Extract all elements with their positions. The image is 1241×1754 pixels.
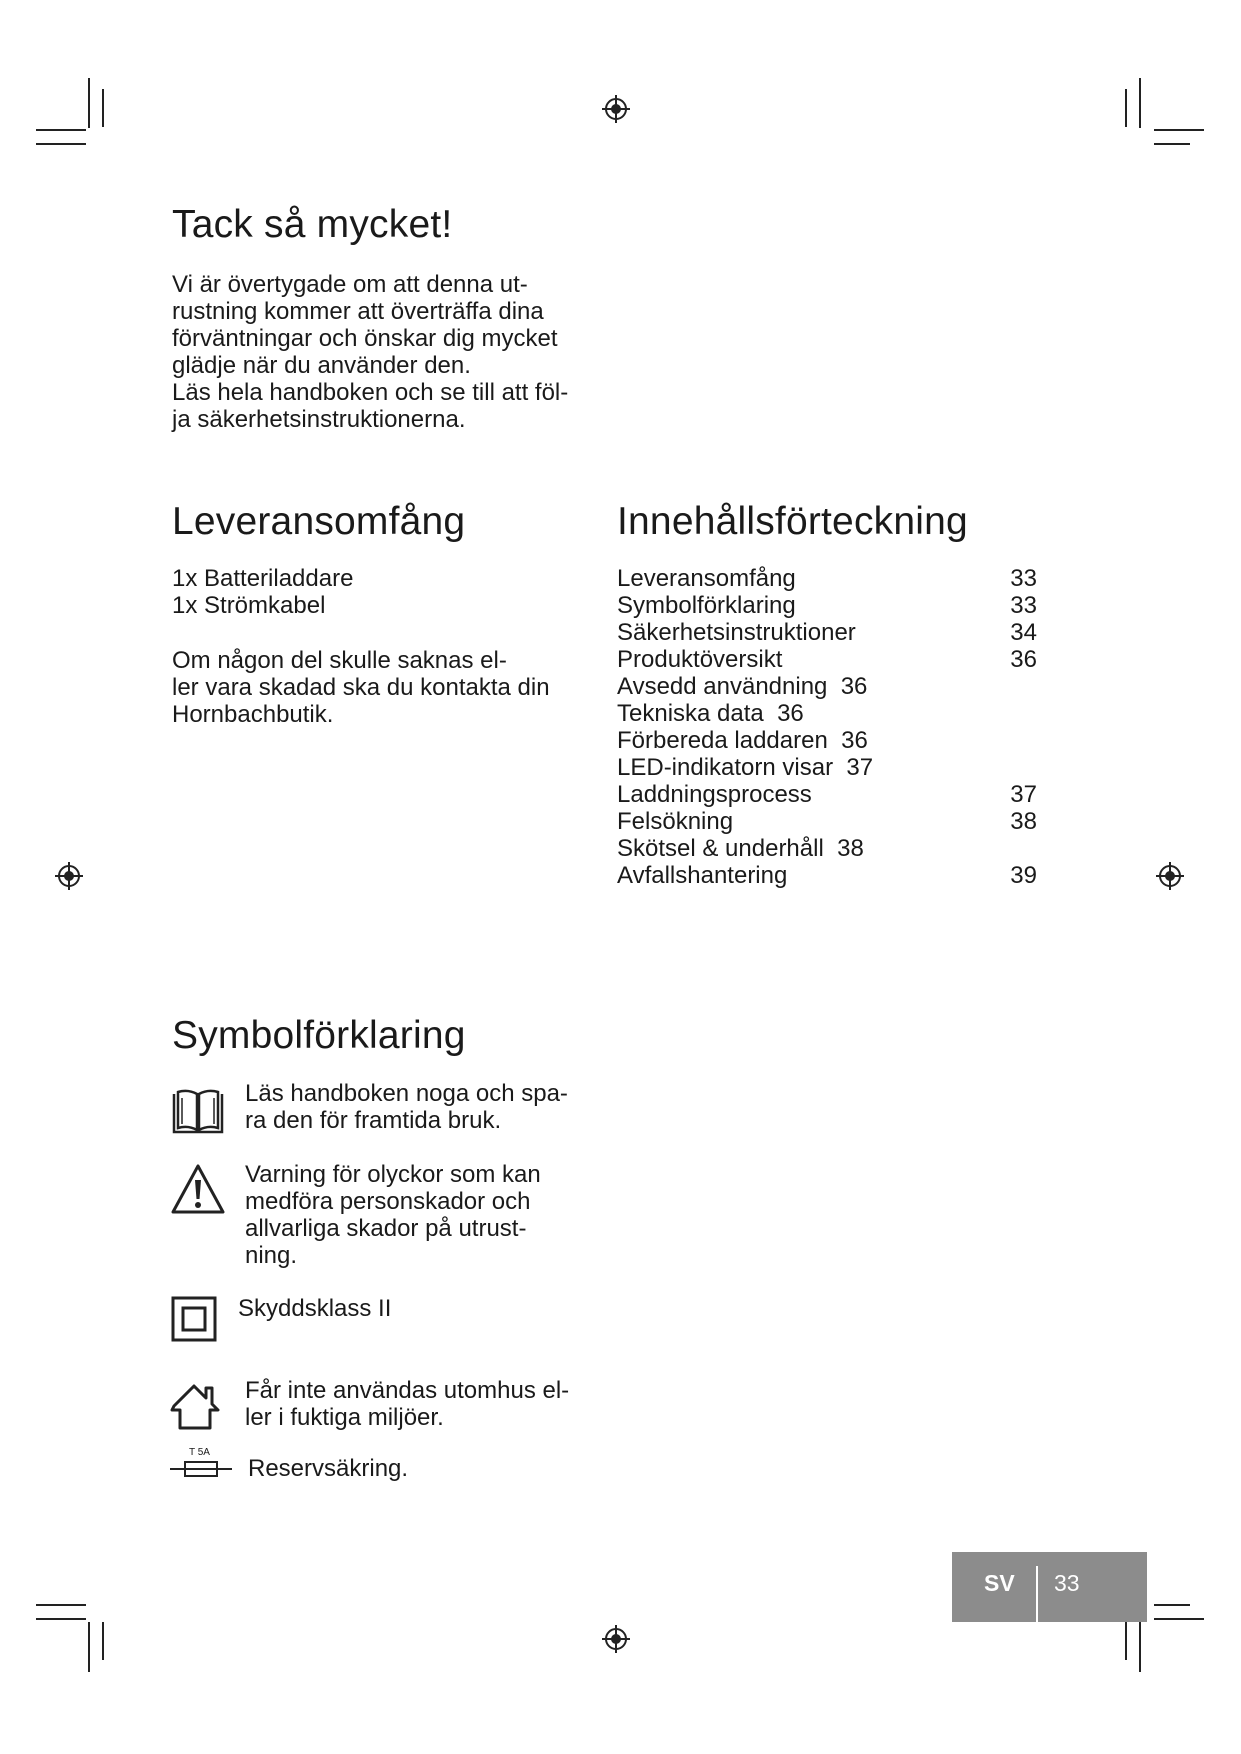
- toc-entry[interactable]: [617, 808, 1037, 835]
- toc-page: 37: [846, 754, 874, 781]
- toc-page: 38: [1010, 808, 1037, 835]
- book-icon: [170, 1086, 226, 1142]
- toc-page: 34: [1010, 619, 1037, 646]
- intro-line: rustning kommer att överträffa dina: [172, 298, 544, 325]
- delivery-note-line: ler vara skadad ska du kontakta din: [172, 674, 550, 701]
- warning-triangle-icon: [170, 1162, 226, 1218]
- toc-label: Förbereda laddaren: [617, 727, 828, 754]
- toc-label: Säkerhetsinstruktioner: [617, 619, 856, 646]
- delivery-list: [172, 565, 587, 619]
- toc-label: Avfallshantering: [617, 862, 788, 889]
- intro-line: förväntningar och önskar dig mycket: [172, 325, 558, 352]
- delivery-item: 1x Strömkabel: [172, 592, 326, 619]
- symbol-line: Får inte användas utomhus el-: [245, 1377, 570, 1404]
- toc-entry[interactable]: [617, 646, 1037, 673]
- page-badge: [952, 1552, 1147, 1622]
- symbol-line: Varning för olyckor som kan: [245, 1161, 541, 1188]
- symbol-line: medföra personskador och: [245, 1188, 531, 1215]
- symbol-line: ning.: [245, 1242, 298, 1269]
- intro-line: ja säkerhetsinstruktionerna.: [172, 406, 466, 433]
- toc-title: Innehållsförteckning: [617, 500, 968, 543]
- symbol-line: Läs handboken noga och spa-: [245, 1080, 568, 1107]
- crop-mark: [88, 78, 90, 128]
- table-of-contents: [617, 565, 1037, 889]
- toc-page: 36: [841, 727, 868, 754]
- toc-entry[interactable]: [617, 619, 1037, 646]
- toc-page: 37: [1010, 781, 1037, 808]
- intro-text: [172, 271, 587, 433]
- crop-mark: [1154, 143, 1190, 145]
- intro-line: Läs hela handboken och se till att föl-: [172, 379, 569, 406]
- toc-label: Felsökning: [617, 808, 734, 835]
- delivery-item: 1x Batteriladdare: [172, 565, 354, 592]
- toc-entry[interactable]: [617, 835, 1037, 862]
- protection-class-ii-icon: [170, 1295, 226, 1351]
- symbol-line: ra den för framtida bruk.: [245, 1107, 502, 1134]
- toc-label: Avsedd användning: [617, 673, 828, 700]
- delivery-title: Leveransomfång: [172, 500, 466, 543]
- registration-mark-icon: [1155, 861, 1185, 891]
- fuse-icon: [170, 1457, 232, 1483]
- crop-mark: [36, 1618, 86, 1620]
- delivery-note: [172, 647, 587, 728]
- delivery-note-line: Hornbachbutik.: [172, 701, 334, 728]
- toc-label: LED-indikatorn visar: [617, 754, 834, 781]
- crop-mark: [1154, 1618, 1204, 1620]
- toc-entry[interactable]: [617, 727, 1037, 754]
- crop-mark: [36, 129, 86, 131]
- toc-entry[interactable]: [617, 781, 1037, 808]
- symbol-line: ler i fuktiga miljöer.: [245, 1404, 444, 1431]
- toc-entry[interactable]: [617, 754, 1037, 781]
- fuse-label: T 5A: [189, 1447, 210, 1458]
- toc-entry[interactable]: [617, 673, 1037, 700]
- registration-mark-icon: [601, 1624, 631, 1654]
- indoor-house-icon: [170, 1380, 226, 1436]
- toc-page: 36: [777, 700, 804, 727]
- symbol-description: [248, 1455, 588, 1482]
- symbol-description: [245, 1161, 585, 1269]
- language-code: SV: [984, 1570, 1015, 1596]
- toc-label: Tekniska data: [617, 700, 764, 727]
- crop-mark: [1154, 1604, 1190, 1606]
- toc-label: Symbolförklaring: [617, 592, 796, 619]
- fuse-symbol: [170, 1447, 232, 1487]
- crop-mark: [1139, 1622, 1141, 1672]
- toc-entry[interactable]: [617, 565, 1037, 592]
- crop-mark: [88, 1622, 90, 1672]
- crop-mark: [1139, 78, 1141, 128]
- toc-entry[interactable]: [617, 592, 1037, 619]
- symbol-line: allvarliga skador på utrust-: [245, 1215, 527, 1242]
- crop-mark: [1154, 129, 1204, 131]
- crop-mark: [1125, 1622, 1127, 1660]
- toc-label: Leveransomfång: [617, 565, 796, 592]
- toc-page: 38: [837, 835, 864, 862]
- page-number: 33: [1054, 1570, 1080, 1596]
- toc-entry[interactable]: [617, 862, 1037, 889]
- intro-line: glädje när du använder den.: [172, 352, 471, 379]
- crop-mark: [36, 143, 86, 145]
- symbol-description: [245, 1377, 585, 1431]
- intro-title: Tack så mycket!: [172, 203, 453, 246]
- toc-page: 39: [1010, 862, 1037, 889]
- toc-page: 33: [1010, 565, 1037, 592]
- registration-mark-icon: [54, 861, 84, 891]
- toc-entry[interactable]: [617, 700, 1037, 727]
- badge-divider: [1036, 1566, 1038, 1622]
- registration-mark-icon: [601, 94, 631, 124]
- intro-line: Vi är övertygade om att denna ut-: [172, 271, 528, 298]
- symbol-description: [245, 1080, 585, 1134]
- toc-page: 36: [840, 673, 868, 700]
- crop-mark: [102, 89, 104, 127]
- symbol-description: [238, 1295, 578, 1322]
- toc-page: 36: [1010, 646, 1037, 673]
- delivery-note-line: Om någon del skulle saknas el-: [172, 647, 507, 674]
- toc-page: 33: [1010, 592, 1037, 619]
- symbol-line: Skyddsklass II: [238, 1295, 392, 1322]
- crop-mark: [36, 1604, 86, 1606]
- toc-label: Skötsel & underhåll: [617, 835, 824, 862]
- symbol-line: Reservsäkring.: [248, 1455, 409, 1482]
- crop-mark: [102, 1622, 104, 1660]
- symbols-title: Symbolförklaring: [172, 1014, 466, 1057]
- toc-label: Laddningsprocess: [617, 781, 812, 808]
- crop-mark: [1125, 89, 1127, 127]
- toc-label: Produktöversikt: [617, 646, 783, 673]
